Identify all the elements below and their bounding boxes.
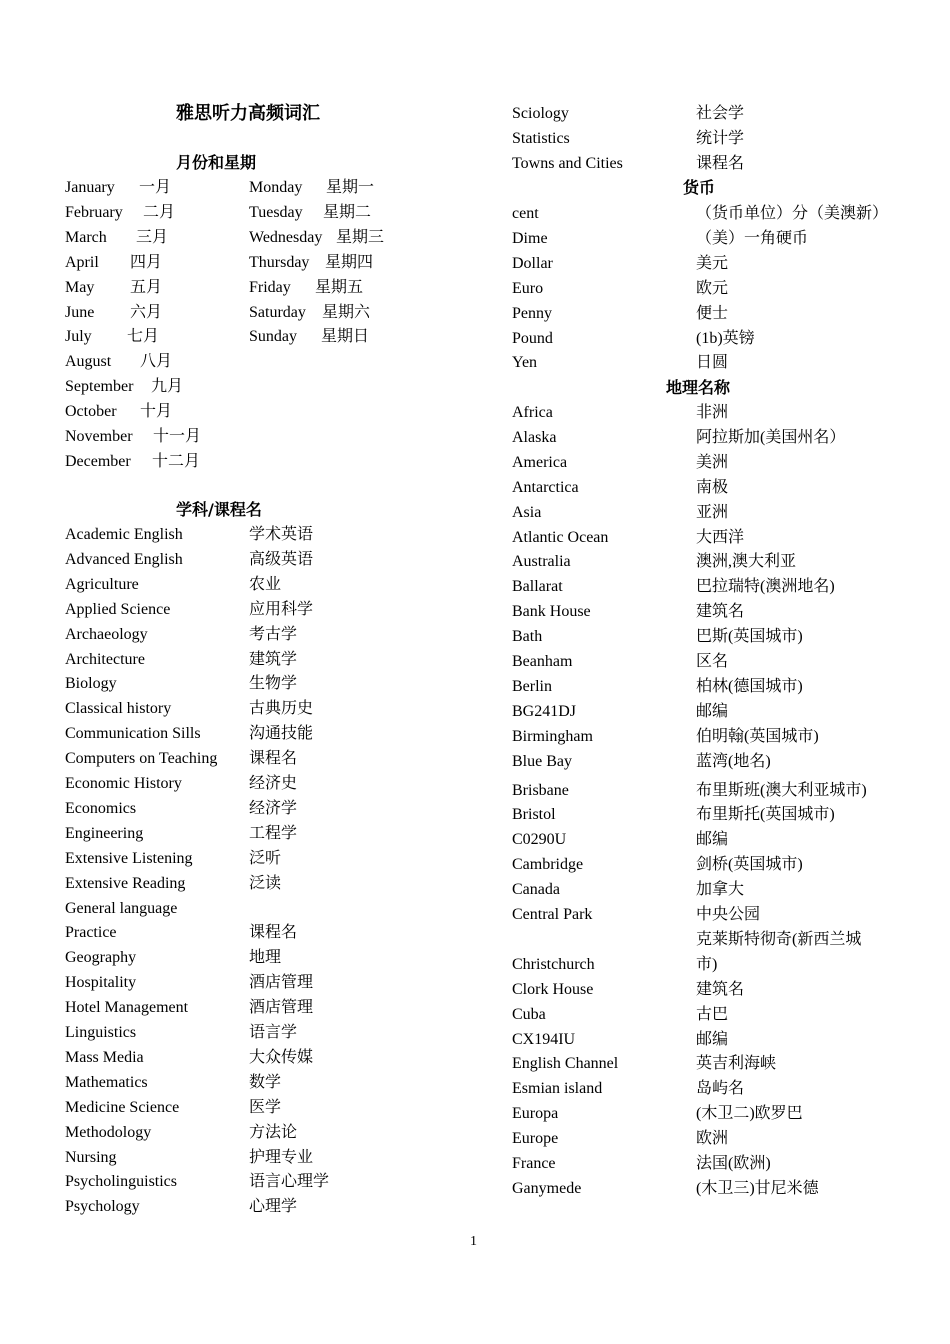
month-en: December	[65, 452, 131, 470]
month-zh: 十月	[140, 403, 173, 421]
weekday-en: Tuesday	[249, 203, 303, 221]
month-en: February	[65, 203, 123, 221]
term-zh: 泛听	[249, 849, 282, 867]
page-number: 1	[470, 1234, 477, 1249]
term-zh: 建筑名	[696, 603, 745, 621]
term-en: Psychology	[65, 1198, 140, 1216]
weekday-en: Saturday	[249, 303, 306, 321]
month-en: May	[65, 278, 95, 296]
weekday-en: Sunday	[249, 328, 297, 346]
month-zh: 九月	[151, 378, 184, 396]
month-en: June	[65, 303, 95, 321]
term-en: Psycholinguistics	[65, 1173, 178, 1191]
term-zh: 泛读	[249, 874, 282, 892]
term-en: Computers on Teaching	[65, 750, 218, 768]
term-en: Clork House	[512, 980, 594, 998]
term-zh: 布里斯托(英国城市)	[696, 806, 835, 824]
term-zh: 巴斯(英国城市)	[696, 628, 803, 646]
term-en: Nursing	[65, 1148, 117, 1166]
term-en: Europe	[512, 1130, 559, 1148]
term-en: Mathematics	[65, 1073, 148, 1091]
term-en: Academic English	[65, 526, 183, 543]
currency-heading: 货币	[683, 178, 716, 197]
term-zh: 课程名	[249, 750, 298, 768]
geography-heading: 地理名称	[666, 378, 731, 397]
month-zh: 八月	[140, 353, 173, 371]
term-en: Advanced English	[65, 550, 183, 568]
term-en: Beanham	[512, 653, 573, 670]
term-zh: 英吉利海峡	[696, 1055, 777, 1073]
term-en: Christchurch	[512, 955, 595, 973]
weekday-zh: 星期三	[336, 228, 385, 246]
term-en: Antarctica	[512, 478, 579, 496]
term-zh: 日圆	[696, 354, 729, 372]
month-zh: 三月	[136, 228, 169, 246]
term-zh: 美洲	[696, 453, 729, 471]
term-en: Yen	[512, 354, 538, 372]
month-en: September	[65, 378, 134, 396]
term-en: Birmingham	[512, 727, 593, 745]
term-zh: 酒店管理	[249, 974, 314, 992]
weekday-zh: 星期一	[326, 179, 375, 196]
month-en: July	[65, 328, 92, 346]
term-en: Mass Media	[65, 1048, 144, 1066]
term-zh: 欧元	[696, 279, 729, 297]
term-en: Dime	[512, 229, 548, 247]
term-zh: 地理	[249, 949, 282, 967]
term-en: Classical history	[65, 700, 172, 718]
term-zh: 工程学	[249, 824, 298, 842]
term-en: Statistics	[512, 129, 570, 147]
month-en: November	[65, 428, 133, 445]
term-zh: 邮编	[696, 831, 729, 849]
term-zh: 市)	[696, 955, 718, 973]
weekday-zh: 星期五	[315, 278, 364, 296]
term-zh: 社会学	[696, 105, 745, 122]
term-zh: 岛屿名	[696, 1080, 745, 1098]
term-zh: 古巴	[696, 1005, 729, 1023]
weekday-en: Thursday	[249, 253, 310, 271]
term-en: Central Park	[512, 906, 593, 923]
term-zh: 南极	[696, 478, 729, 496]
term-zh: (木卫二)欧罗巴	[696, 1105, 803, 1123]
month-en: March	[65, 228, 107, 246]
term-en: Africa	[512, 404, 553, 421]
term-en: Hospitality	[65, 974, 137, 992]
term-en: Ganymede	[512, 1179, 582, 1197]
term-en: Cuba	[512, 1005, 546, 1023]
term-en: Economic History	[65, 775, 182, 792]
term-zh: 课程名	[249, 924, 298, 942]
month-en: October	[65, 403, 117, 421]
term-zh: （美）一角硬币	[696, 229, 809, 247]
term-en: Berlin	[512, 677, 552, 695]
term-zh: 护理专业	[249, 1148, 314, 1166]
term-en: Dollar	[512, 254, 553, 272]
weekday-en: Monday	[249, 179, 303, 196]
month-zh: 二月	[143, 203, 176, 221]
month-en: January	[65, 179, 115, 196]
term-zh: 心理学	[249, 1198, 298, 1216]
term-en: Asia	[512, 503, 542, 521]
term-zh: 沟通技能	[249, 725, 314, 743]
term-en: Bank House	[512, 603, 591, 621]
month-en: August	[65, 353, 112, 371]
term-en: C0290U	[512, 831, 567, 849]
term-zh: 大西洋	[696, 528, 745, 546]
term-zh: 语言学	[249, 1024, 298, 1041]
term-en: Towns and Cities	[512, 154, 623, 172]
month-zh: 六月	[130, 303, 163, 321]
weekday-en: Wednesday	[249, 228, 323, 246]
term-en: Australia	[512, 553, 571, 571]
term-en: Blue Bay	[512, 752, 572, 770]
term-zh: (1b)英镑	[696, 329, 755, 347]
term-en: Extensive Listening	[65, 849, 193, 867]
month-zh: 十二月	[152, 452, 201, 470]
term-en: Extensive Reading	[65, 874, 186, 892]
term-zh: 建筑名	[696, 980, 745, 998]
term-zh: 便士	[696, 304, 729, 322]
term-zh: 剑桥(英国城市)	[696, 856, 803, 874]
term-en: Euro	[512, 279, 544, 297]
term-zh: （货币单位）分（美澳新）	[696, 205, 889, 222]
term-en: Archaeology	[65, 625, 148, 643]
term-zh: 经济学	[249, 799, 298, 817]
term-zh: 大众传媒	[249, 1048, 314, 1066]
term-en: Alaska	[512, 428, 557, 446]
term-en: America	[512, 453, 568, 471]
term-en: Communication Sills	[65, 725, 201, 743]
term-zh: 蓝湾(地名)	[696, 752, 771, 770]
term-zh: 酒店管理	[249, 999, 314, 1017]
term-zh: 欧洲	[696, 1130, 729, 1148]
term-en: Sciology	[512, 105, 569, 122]
term-en: Europa	[512, 1105, 559, 1123]
term-zh: 统计学	[696, 129, 745, 147]
term-zh: 高级英语	[249, 550, 314, 568]
term-zh: 经济史	[249, 775, 298, 792]
term-en: Canada	[512, 881, 560, 899]
term-zh: 阿拉斯加(美国州名）	[696, 428, 846, 446]
term-zh: 亚洲	[696, 503, 729, 521]
term-en: Agriculture	[65, 575, 139, 593]
months-weekdays-heading: 月份和星期	[176, 153, 257, 172]
subjects-heading: 学科/课程名	[176, 500, 262, 519]
month-zh: 一月	[139, 179, 172, 196]
term-en: Hotel Management	[65, 999, 189, 1017]
term-zh: 邮编	[696, 702, 729, 720]
term-en: General language	[65, 899, 178, 917]
term-zh: 柏林(德国城市)	[696, 677, 803, 695]
month-zh: 七月	[127, 328, 160, 346]
term-en: Practice	[65, 924, 117, 942]
term-zh: 伯明翰(英国城市)	[696, 727, 819, 745]
term-zh: 学术英语	[249, 526, 314, 543]
term-en: Cambridge	[512, 856, 584, 874]
weekday-zh: 星期四	[325, 253, 374, 271]
term-zh: 方法论	[249, 1123, 298, 1141]
term-en: Architecture	[65, 650, 145, 668]
term-en: Biology	[65, 675, 117, 693]
term-en: Brisbane	[512, 781, 569, 799]
term-en: English Channel	[512, 1055, 619, 1073]
term-zh: 邮编	[696, 1030, 729, 1048]
term-en: Medicine Science	[65, 1098, 180, 1116]
term-zh: 医学	[249, 1098, 282, 1116]
term-en: Bristol	[512, 806, 556, 824]
term-zh: 巴拉瑞特(澳洲地名)	[696, 578, 835, 596]
term-zh: 加拿大	[696, 881, 745, 899]
term-en: Geography	[65, 949, 137, 967]
weekday-zh: 星期二	[323, 203, 372, 221]
term-en: Pound	[512, 329, 553, 347]
term-zh: 布里斯班(澳大利亚城市)	[696, 781, 867, 799]
term-en: Penny	[512, 304, 552, 322]
term-zh: 考古学	[249, 625, 298, 643]
term-zh: 古典历史	[249, 700, 314, 718]
month-zh: 十一月	[153, 428, 202, 445]
term-zh: 澳洲,澳大利亚	[696, 553, 797, 571]
weekday-en: Friday	[249, 278, 291, 296]
term-zh: 语言心理学	[249, 1173, 330, 1191]
term-zh: 区名	[696, 653, 729, 670]
term-zh: 生物学	[249, 675, 298, 693]
term-en: France	[512, 1155, 556, 1172]
term-en: Applied Science	[65, 600, 171, 618]
term-zh: 法国(欧洲)	[696, 1155, 771, 1172]
term-en: Linguistics	[65, 1024, 137, 1041]
month-zh: 四月	[130, 253, 163, 271]
term-zh: 非洲	[696, 404, 729, 421]
weekday-zh: 星期六	[322, 303, 371, 321]
term-zh: 中央公园	[696, 906, 761, 923]
term-en: Esmian island	[512, 1080, 603, 1098]
term-en: Economics	[65, 799, 137, 817]
term-en: cent	[512, 205, 539, 222]
month-zh: 五月	[130, 278, 163, 296]
term-zh: 克莱斯特彻奇(新西兰城	[696, 930, 862, 948]
term-zh: 美元	[696, 254, 729, 272]
term-en: Engineering	[65, 824, 144, 842]
term-zh: (木卫三)甘尼米德	[696, 1179, 819, 1197]
term-zh: 农业	[249, 575, 282, 593]
term-en: BG241DJ	[512, 702, 577, 720]
term-zh: 应用科学	[249, 600, 314, 618]
month-en: April	[65, 253, 99, 271]
term-zh: 课程名	[696, 154, 745, 172]
weekday-zh: 星期日	[321, 328, 370, 346]
term-en: CX194IU	[512, 1030, 576, 1048]
term-zh: 数学	[249, 1073, 282, 1091]
term-en: Atlantic Ocean	[512, 528, 609, 546]
term-en: Bath	[512, 628, 543, 646]
term-en: Ballarat	[512, 578, 563, 596]
page-title: 雅思听力高频词汇	[176, 103, 320, 124]
term-en: Methodology	[65, 1123, 152, 1141]
term-zh: 建筑学	[249, 650, 298, 668]
